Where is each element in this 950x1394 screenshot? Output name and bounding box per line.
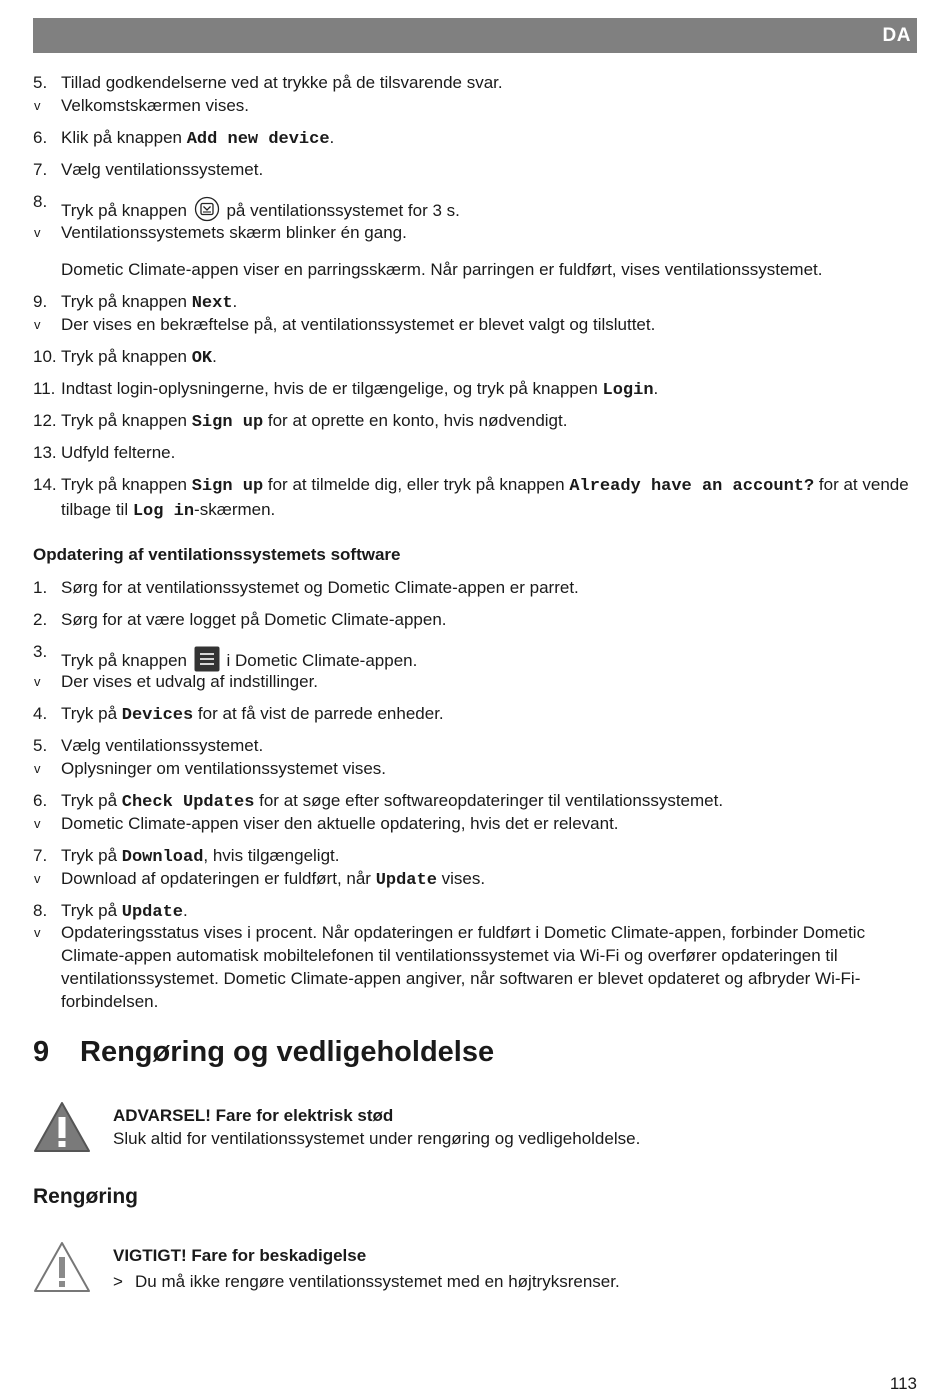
ui-label: Update bbox=[121, 903, 183, 922]
text-fragment: Tillad godkendelserne ved at trykke på de tilsvarende svar. bbox=[61, 73, 503, 92]
page-number: 113 bbox=[889, 1374, 917, 1393]
text-fragment: for at oprette en konto, hvis nødvendigt. bbox=[263, 411, 568, 430]
step-number: 10. bbox=[33, 347, 57, 366]
text-fragment: Tryk på bbox=[61, 901, 122, 920]
step-text bbox=[61, 158, 913, 181]
step-text bbox=[61, 844, 913, 869]
step-text-post: i Dometic Climate-appen. bbox=[226, 651, 418, 670]
result-text: Opdateringsstatus vises i procent. Når opdateringen er fuldført i Dometic Climate-appen, forbinder Dometic Climate-appen automatisk mobiltelefonen til ventilationssystemet via Wi-Fi og overfører opdateringen til ventilationssystemet. Dometic Climate-appen angiver, når softwaren er blevet opdateret og afbryder Wi-Fi-forbindelsen. bbox=[61, 923, 866, 1011]
cleaning-heading: Rengøring bbox=[33, 1185, 138, 1208]
step-text bbox=[61, 789, 913, 814]
text-fragment: Vælg ventilationssystemet. bbox=[61, 736, 264, 755]
step-text bbox=[61, 126, 913, 151]
text-fragment: Tryk på bbox=[61, 846, 122, 865]
text-fragment: Tryk på knappen bbox=[61, 475, 192, 494]
step-number: 2. bbox=[33, 610, 48, 629]
text-fragment: . bbox=[183, 901, 188, 920]
text-fragment: Tryk på knappen bbox=[61, 411, 192, 430]
step-number: 14. bbox=[33, 475, 57, 494]
result-marker: v bbox=[34, 816, 41, 831]
result-text: Ventilationssystemets skærm blinker én gang. bbox=[61, 223, 407, 242]
result-marker: v bbox=[34, 225, 41, 240]
step-text bbox=[61, 734, 913, 757]
ui-label: Check Updates bbox=[121, 793, 255, 812]
language-code: DA bbox=[882, 25, 911, 46]
ui-label: Log in bbox=[132, 502, 195, 521]
step-number: 8. bbox=[33, 901, 48, 920]
result-text bbox=[61, 867, 913, 892]
step-text-pre: Tryk på knappen bbox=[61, 201, 187, 220]
ui-label: Already have an account? bbox=[569, 477, 815, 496]
result-marker: v bbox=[34, 925, 41, 940]
text-fragment: . bbox=[653, 379, 659, 398]
step-text bbox=[61, 71, 913, 94]
step-text bbox=[61, 290, 913, 315]
text-fragment: Sørg for at ventilationssystemet og Dometic Climate-appen er parret. bbox=[61, 578, 579, 597]
result-marker: v bbox=[34, 98, 41, 113]
step-text bbox=[61, 409, 913, 434]
step-text bbox=[61, 377, 913, 402]
ui-label: Download bbox=[121, 848, 204, 867]
warning-triangle-icon bbox=[32, 1100, 92, 1159]
ui-label: Devices bbox=[121, 706, 194, 725]
text-fragment: for at søge efter softwareopdateringer til ventilationssystemet. bbox=[254, 791, 724, 810]
text-fragment: Tryk på knappen bbox=[61, 347, 192, 366]
step-text bbox=[61, 345, 913, 370]
warning-title: ADVARSEL! Fare for elektrisk stød bbox=[113, 1106, 394, 1125]
result-text: Dometic Climate-appen viser den aktuelle opdatering, hvis det er relevant. bbox=[61, 814, 619, 833]
text-fragment: Indtast login-oplysningerne, hvis de er tilgængelige, og tryk på knappen bbox=[61, 379, 603, 398]
info-paragraph: Dometic Climate-appen viser en parringsskærm. Når parringen er fuldført, vises ventilationssystemet. bbox=[61, 260, 823, 279]
text-fragment: Download af opdateringen er fuldført, når bbox=[61, 869, 376, 888]
result-marker: v bbox=[34, 317, 41, 332]
step-text-post: på ventilationssystemet for 3 s. bbox=[226, 201, 460, 220]
text-fragment: , hvis tilgængeligt. bbox=[203, 846, 340, 865]
ui-label: Add new device bbox=[186, 130, 330, 149]
result-text: Der vises et udvalg af indstillinger. bbox=[61, 672, 319, 691]
step-number: 7. bbox=[33, 160, 48, 179]
chapter-title: Rengøring og vedligeholdelse bbox=[80, 1036, 495, 1068]
step-number: 11. bbox=[33, 379, 56, 398]
step-number: 4. bbox=[33, 704, 48, 723]
result-marker: v bbox=[34, 674, 41, 689]
notice-bullet-text: Du må ikke rengøre ventilationssystemet med en højtryksrenser. bbox=[135, 1272, 620, 1291]
text-fragment: Klik på knappen bbox=[61, 128, 187, 147]
text-fragment: Sørg for at være logget på Dometic Climate-appen. bbox=[61, 610, 447, 629]
ui-label: Next bbox=[191, 294, 233, 313]
warning-text: Sluk altid for ventilationssystemet under rengøring og vedligeholdelse. bbox=[113, 1129, 641, 1148]
bullet-marker: > bbox=[113, 1272, 123, 1291]
step-number: 8. bbox=[33, 192, 48, 211]
step-number: 12. bbox=[33, 411, 57, 430]
step-number: 6. bbox=[33, 791, 48, 810]
step-number: 1. bbox=[33, 578, 48, 597]
text-fragment: . bbox=[212, 347, 217, 366]
step-text bbox=[61, 473, 913, 523]
step-number: 7. bbox=[33, 846, 48, 865]
text-fragment: . bbox=[329, 128, 335, 147]
text-fragment: Tryk på bbox=[61, 791, 122, 810]
chapter-number: 9 bbox=[33, 1036, 50, 1068]
text-fragment: -skærmen. bbox=[194, 500, 276, 519]
ui-label: Sign up bbox=[191, 477, 264, 496]
text-fragment: Vælg ventilationssystemet. bbox=[61, 160, 264, 179]
text-fragment: for at tilmelde dig, eller tryk på knappen bbox=[263, 475, 570, 494]
result-marker: v bbox=[34, 761, 41, 776]
step-number: 5. bbox=[33, 736, 48, 755]
text-fragment: vises. bbox=[436, 869, 486, 888]
step-text bbox=[61, 576, 913, 599]
text-fragment: Udfyld felterne. bbox=[61, 443, 176, 462]
step-text-pre: Tryk på knappen bbox=[61, 651, 187, 670]
text-fragment: . bbox=[232, 292, 238, 311]
step-text bbox=[61, 608, 913, 631]
ui-label: OK bbox=[191, 349, 213, 368]
result-text: Velkomstskærmen vises. bbox=[61, 96, 249, 115]
header-bar bbox=[33, 18, 917, 53]
step-number: 6. bbox=[33, 128, 48, 147]
text-fragment: Tryk på bbox=[61, 704, 122, 723]
step-text bbox=[61, 702, 913, 727]
ui-label: Update bbox=[375, 871, 437, 890]
step-number: 3. bbox=[33, 642, 48, 661]
step-text bbox=[61, 441, 913, 464]
result-marker: v bbox=[34, 871, 41, 886]
step-number: 13. bbox=[33, 443, 57, 462]
ui-label: Login bbox=[602, 381, 654, 400]
text-fragment: for at vende tilbage til bbox=[61, 475, 909, 519]
update-section-title: Opdatering af ventilationssystemets software bbox=[33, 545, 401, 564]
text-fragment: Tryk på knappen bbox=[61, 292, 192, 311]
notice-triangle-icon bbox=[32, 1240, 92, 1299]
notice-title: VIGTIGT! Fare for beskadigelse bbox=[113, 1246, 367, 1265]
step-number: 5. bbox=[33, 73, 48, 92]
text-fragment: for at få vist de parrede enheder. bbox=[193, 704, 444, 723]
ui-label: Sign up bbox=[191, 413, 264, 432]
result-text: Der vises en bekræftelse på, at ventilationssystemet er blevet valgt og tilsluttet. bbox=[61, 315, 656, 334]
step-number: 9. bbox=[33, 292, 48, 311]
result-text: Oplysninger om ventilationssystemet vises. bbox=[61, 759, 387, 778]
